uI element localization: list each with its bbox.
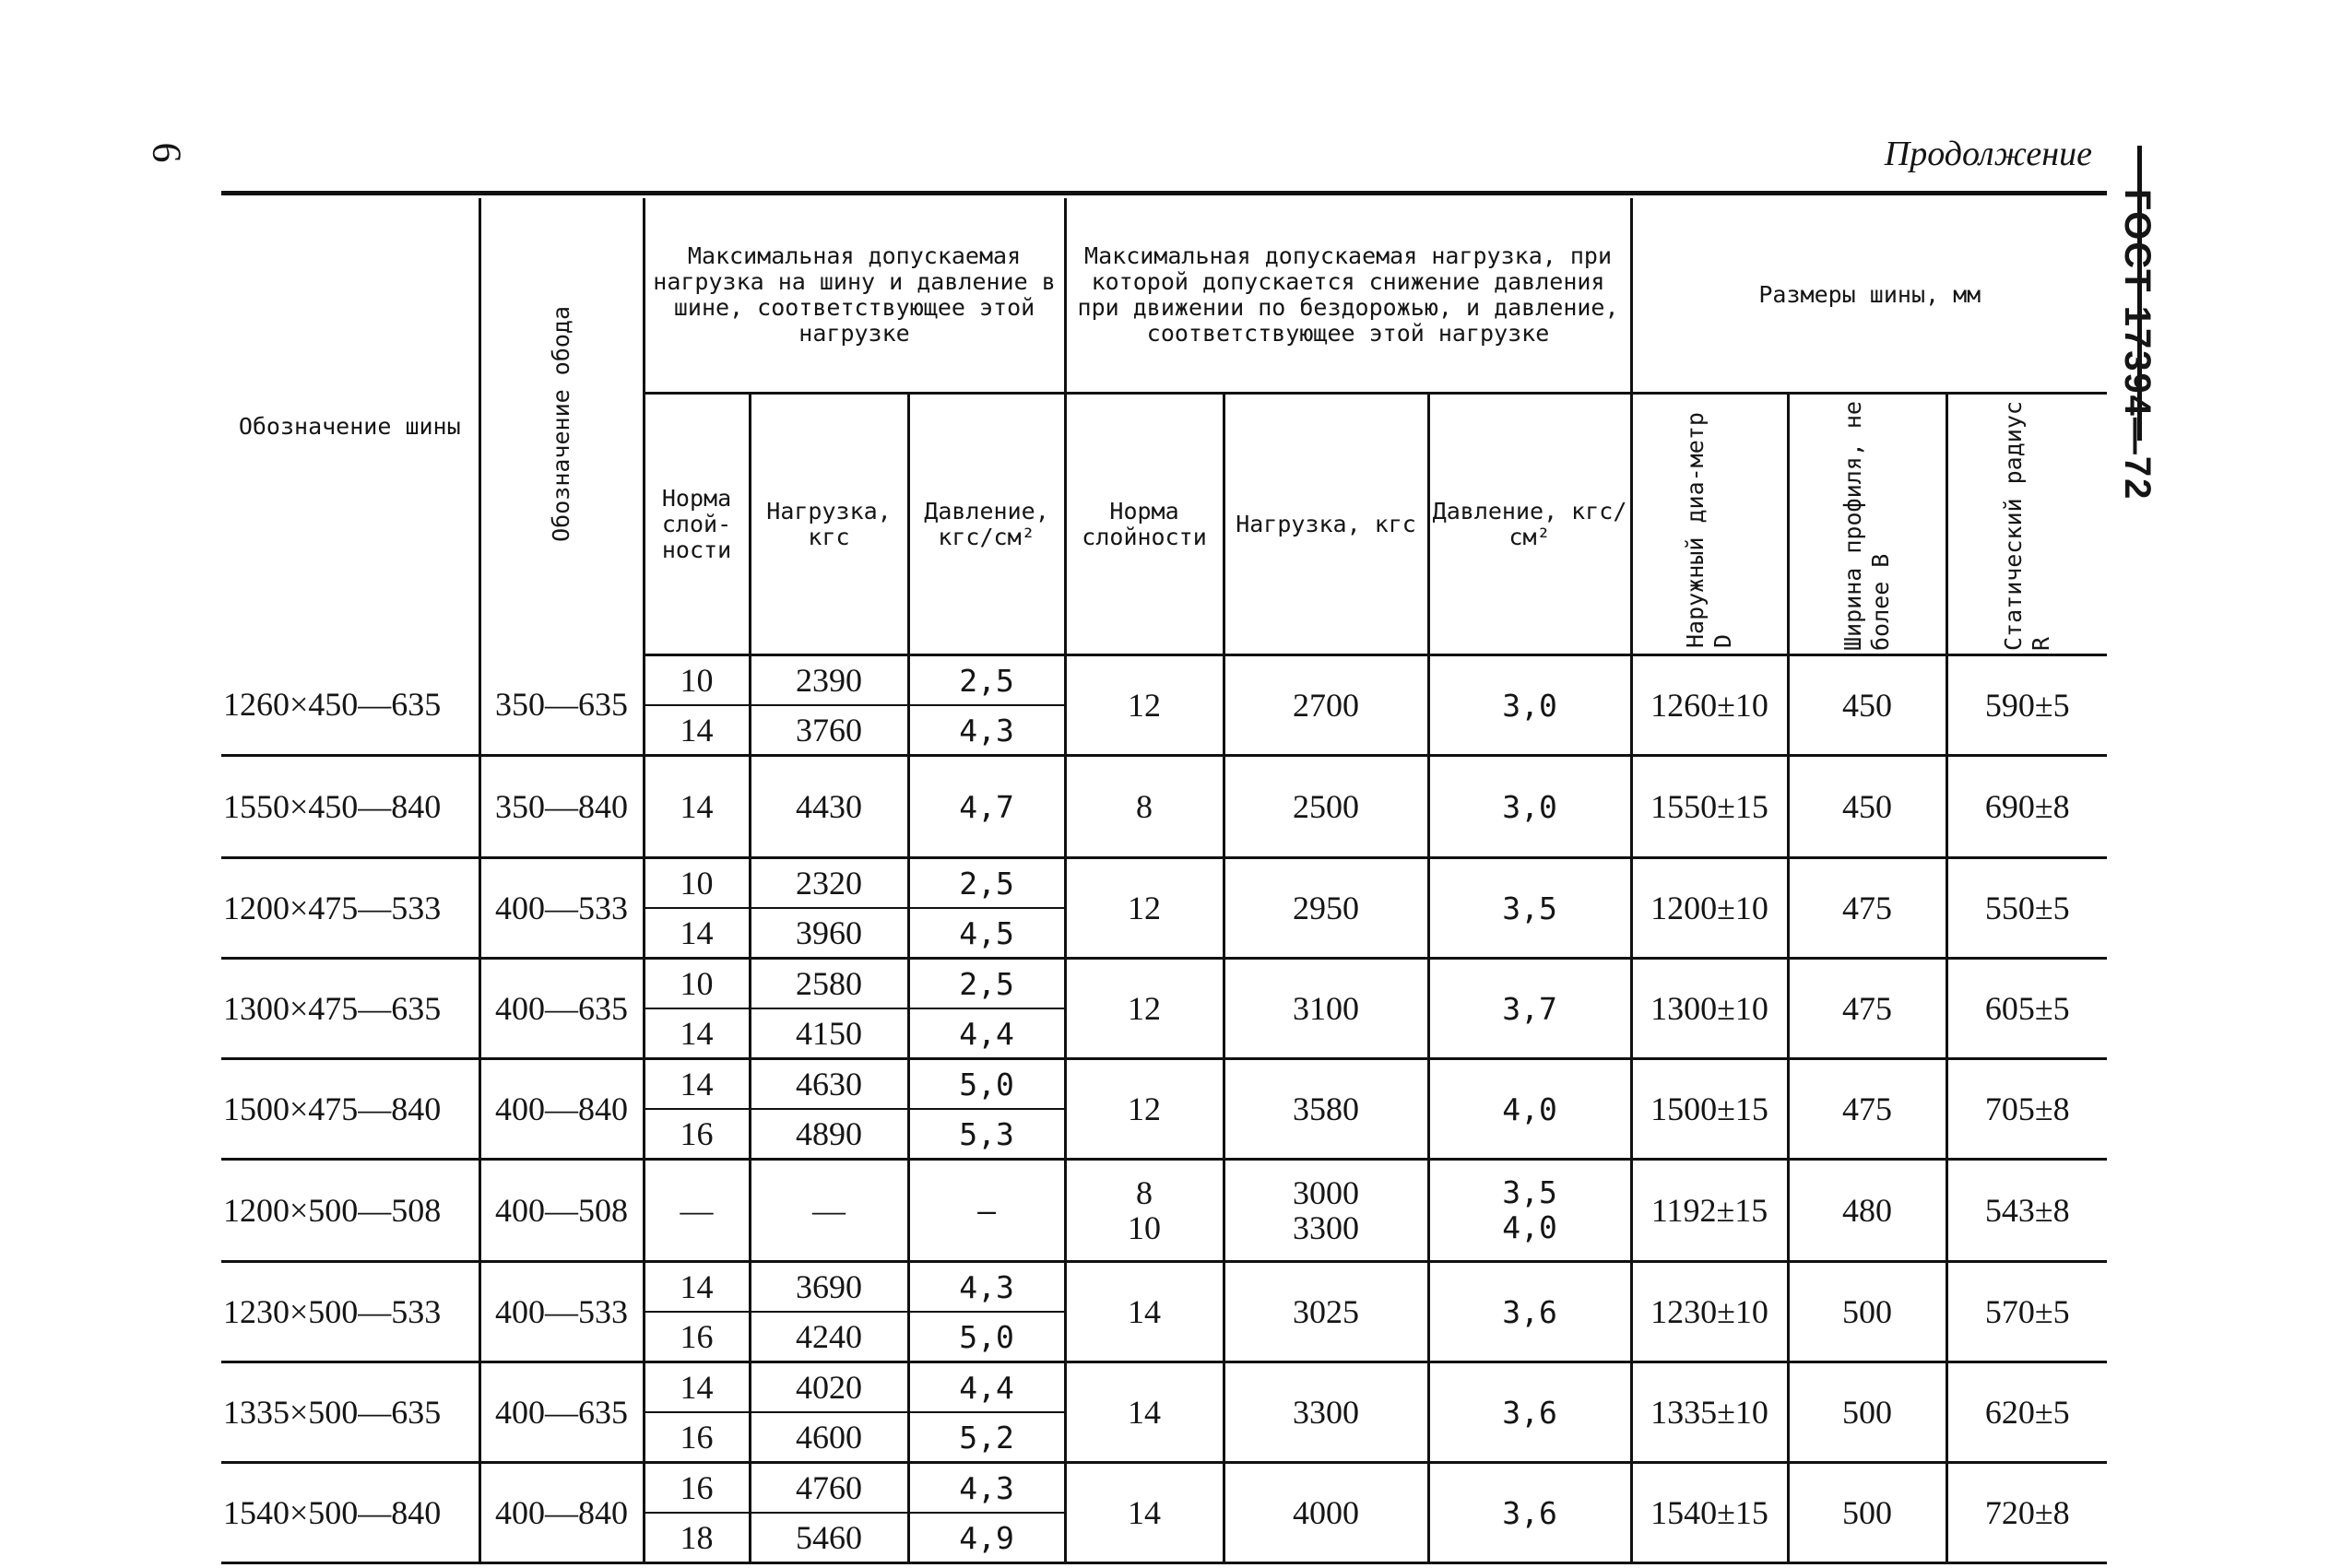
top-rule — [221, 191, 2107, 195]
outer-diameter-cell: 1500±15 — [1631, 1059, 1788, 1160]
load-cell: 4630 — [750, 1059, 908, 1110]
header-tire-designation: Обозначение шины — [238, 412, 461, 440]
tire-designation-cell: 1540×500—840 — [221, 1463, 479, 1563]
pressure-cell: 2,5 — [908, 858, 1065, 909]
ply-rating-cell: 18 — [644, 1513, 750, 1563]
header-ply-rating-1: Норма слой-ности — [644, 394, 750, 655]
header-pressure-2: Давление, кгс/см² — [1428, 394, 1631, 655]
offroad-ply-rating-cell: 12 — [1065, 858, 1224, 959]
static-radius-cell: 690±8 — [1946, 756, 2107, 858]
rim-designation-cell: 400—840 — [479, 1059, 644, 1160]
offroad-ply-rating-cell: 8 10 — [1065, 1160, 1224, 1262]
tire-designation-cell: 1260×450—635 — [221, 655, 479, 756]
pressure-cell: — — [908, 1160, 1065, 1262]
outer-diameter-cell: 1260±10 — [1631, 655, 1788, 756]
load-cell: 5460 — [750, 1513, 908, 1563]
tire-designation-cell: 1230×500—533 — [221, 1262, 479, 1362]
static-radius-cell: 570±5 — [1946, 1262, 2107, 1362]
table-row — [221, 1463, 2107, 1514]
header-load-2: Нагрузка, кгс — [1224, 394, 1428, 655]
load-cell: 3960 — [750, 908, 908, 959]
ply-rating-cell: 16 — [644, 1109, 750, 1160]
pressure-cell: 4,3 — [908, 705, 1065, 756]
pressure-cell: 4,4 — [908, 1008, 1065, 1059]
tire-designation-cell: 1335×500—635 — [221, 1362, 479, 1463]
load-cell: 3690 — [750, 1262, 908, 1313]
ply-rating-cell: 14 — [644, 1059, 750, 1110]
static-radius-cell: 605±5 — [1946, 959, 2107, 1059]
load-cell: 2390 — [750, 655, 908, 706]
outer-diameter-cell: 1540±15 — [1631, 1463, 1788, 1563]
rim-designation-cell: 400—635 — [479, 959, 644, 1059]
ply-rating-cell: 16 — [644, 1412, 750, 1463]
table-row — [221, 858, 2107, 909]
load-cell: 2580 — [750, 959, 908, 1009]
table-row — [221, 1059, 2107, 1110]
section-width-cell: 500 — [1788, 1262, 1946, 1362]
pressure-cell: 4,3 — [908, 1463, 1065, 1514]
load-cell: — — [750, 1160, 908, 1262]
tire-designation-cell: 1200×500—508 — [221, 1160, 479, 1262]
ply-rating-cell: 14 — [644, 705, 750, 756]
outer-diameter-cell: 1300±10 — [1631, 959, 1788, 1059]
tire-designation-cell: 1550×450—840 — [221, 756, 479, 858]
load-cell: 4760 — [750, 1463, 908, 1514]
pressure-cell: 5,2 — [908, 1412, 1065, 1463]
offroad-pressure-cell: 3,7 — [1428, 959, 1631, 1059]
offroad-ply-rating-cell: 14 — [1065, 1362, 1224, 1463]
ply-rating-cell: 14 — [644, 908, 750, 959]
rim-designation-cell: 400—533 — [479, 1262, 644, 1362]
offroad-pressure-cell: 3,0 — [1428, 655, 1631, 756]
outer-diameter-cell: 1550±15 — [1631, 756, 1788, 858]
load-cell: 4150 — [750, 1008, 908, 1059]
table-row — [221, 1160, 2107, 1262]
header-ply-rating-2: Норма слойности — [1065, 394, 1224, 655]
header-outer-diameter: Наружный диа-метр D — [1631, 394, 1788, 655]
section-width-cell: 480 — [1788, 1160, 1946, 1262]
rim-designation-cell: 350—840 — [479, 756, 644, 858]
tire-designation-cell: 1300×475—635 — [221, 959, 479, 1059]
tire-table — [221, 198, 2107, 1564]
static-radius-cell: 543±8 — [1946, 1160, 2107, 1262]
static-radius-cell: 590±5 — [1946, 655, 2107, 756]
section-width-cell: 450 — [1788, 756, 1946, 858]
ply-rating-cell: 16 — [644, 1463, 750, 1514]
outer-diameter-cell: 1192±15 — [1631, 1160, 1788, 1262]
header-rim-designation: Обозначение обода — [479, 198, 644, 655]
pressure-cell: 5,0 — [908, 1312, 1065, 1362]
tire-designation-cell: 1200×475—533 — [221, 858, 479, 959]
rim-designation-cell: 400—533 — [479, 858, 644, 959]
table-row — [221, 655, 2107, 706]
offroad-ply-rating-cell: 8 — [1065, 756, 1224, 858]
offroad-load-cell: 2950 — [1224, 858, 1428, 959]
load-cell: 4890 — [750, 1109, 908, 1160]
section-width-cell: 450 — [1788, 655, 1946, 756]
table-row — [221, 959, 2107, 1009]
section-width-cell: 500 — [1788, 1362, 1946, 1463]
pressure-cell: 5,0 — [908, 1059, 1065, 1110]
load-cell: 4020 — [750, 1362, 908, 1413]
load-cell: 3760 — [750, 705, 908, 756]
ply-rating-cell: 16 — [644, 1312, 750, 1362]
page-number: 6 — [144, 142, 190, 163]
header-pressure-1: Давление, кгс/см² — [908, 394, 1065, 655]
pressure-cell: 5,3 — [908, 1109, 1065, 1160]
ply-rating-cell: — — [644, 1160, 750, 1262]
outer-diameter-cell: 1335±10 — [1631, 1362, 1788, 1463]
pressure-cell: 4,5 — [908, 908, 1065, 959]
standard-code: ГОСТ 17394—72 — [2117, 189, 2158, 501]
offroad-pressure-cell: 4,0 — [1428, 1059, 1631, 1160]
table-row — [221, 1362, 2107, 1413]
offroad-load-cell: 3300 — [1224, 1362, 1428, 1463]
outer-diameter-cell: 1230±10 — [1631, 1262, 1788, 1362]
offroad-pressure-cell: 3,6 — [1428, 1362, 1631, 1463]
tire-designation-cell: 1500×475—840 — [221, 1059, 479, 1160]
load-cell: 2320 — [750, 858, 908, 909]
pressure-cell: 2,5 — [908, 959, 1065, 1009]
offroad-ply-rating-cell: 12 — [1065, 1059, 1224, 1160]
offroad-pressure-cell: 3,5 — [1428, 858, 1631, 959]
section-width-cell: 475 — [1788, 1059, 1946, 1160]
table-row — [221, 756, 2107, 858]
ply-rating-cell: 10 — [644, 655, 750, 706]
section-width-cell: 475 — [1788, 858, 1946, 959]
load-cell: 4240 — [750, 1312, 908, 1362]
static-radius-cell: 705±8 — [1946, 1059, 2107, 1160]
ply-rating-cell: 10 — [644, 858, 750, 909]
header-static-radius: Статический радиус R — [1946, 394, 2107, 655]
offroad-ply-rating-cell: 14 — [1065, 1262, 1224, 1362]
rim-designation-cell: 400—635 — [479, 1362, 644, 1463]
header-group-max-load: Максимальная допускаемая нагрузка на шину и давление в шине, соответствующее этой нагрузке — [644, 198, 1065, 394]
header-load-1: Нагрузка, кгс — [750, 394, 908, 655]
offroad-load-cell: 3000 3300 — [1224, 1160, 1428, 1262]
offroad-ply-rating-cell: 12 — [1065, 655, 1224, 756]
offroad-ply-rating-cell: 12 — [1065, 959, 1224, 1059]
offroad-pressure-cell: 3,0 — [1428, 756, 1631, 858]
rim-designation-cell: 400—840 — [479, 1463, 644, 1563]
ply-rating-cell: 14 — [644, 756, 750, 858]
load-cell: 4600 — [750, 1412, 908, 1463]
header-group-offroad: Максимальная допускаемая нагрузка, при которой допускается снижение давления при движении по бездорожью, и давление, соответствующее этой нагрузке — [1065, 198, 1631, 394]
pressure-cell: 4,9 — [908, 1513, 1065, 1563]
offroad-load-cell: 2500 — [1224, 756, 1428, 858]
offroad-load-cell: 3025 — [1224, 1262, 1428, 1362]
rim-designation-cell: 350—635 — [479, 655, 644, 756]
static-radius-cell: 550±5 — [1946, 858, 2107, 959]
header-group-dimensions: Размеры шины, мм — [1631, 198, 2107, 394]
table-row — [221, 1262, 2107, 1313]
offroad-pressure-cell: 3,6 — [1428, 1463, 1631, 1563]
ply-rating-cell: 10 — [644, 959, 750, 1009]
pressure-cell: 4,3 — [908, 1262, 1065, 1313]
static-radius-cell: 620±5 — [1946, 1362, 2107, 1463]
ply-rating-cell: 14 — [644, 1008, 750, 1059]
outer-diameter-cell: 1200±10 — [1631, 858, 1788, 959]
load-cell: 4430 — [750, 756, 908, 858]
pressure-cell: 4,4 — [908, 1362, 1065, 1413]
table-body — [221, 655, 2107, 1563]
pressure-cell: 4,7 — [908, 756, 1065, 858]
ply-rating-cell: 14 — [644, 1262, 750, 1313]
offroad-load-cell: 4000 — [1224, 1463, 1428, 1563]
offroad-pressure-cell: 3,6 — [1428, 1262, 1631, 1362]
offroad-load-cell: 3580 — [1224, 1059, 1428, 1160]
continuation-label: Продолжение — [1884, 135, 2092, 173]
static-radius-cell: 720±8 — [1946, 1463, 2107, 1563]
section-width-cell: 475 — [1788, 959, 1946, 1059]
header-section-width: Ширина профиля, не более B — [1788, 394, 1946, 655]
rim-designation-cell: 400—508 — [479, 1160, 644, 1262]
offroad-load-cell: 2700 — [1224, 655, 1428, 756]
section-width-cell: 500 — [1788, 1463, 1946, 1563]
offroad-ply-rating-cell: 14 — [1065, 1463, 1224, 1563]
ply-rating-cell: 14 — [644, 1362, 750, 1413]
offroad-load-cell: 3100 — [1224, 959, 1428, 1059]
offroad-pressure-cell: 3,5 4,0 — [1428, 1160, 1631, 1262]
pressure-cell: 2,5 — [908, 655, 1065, 706]
